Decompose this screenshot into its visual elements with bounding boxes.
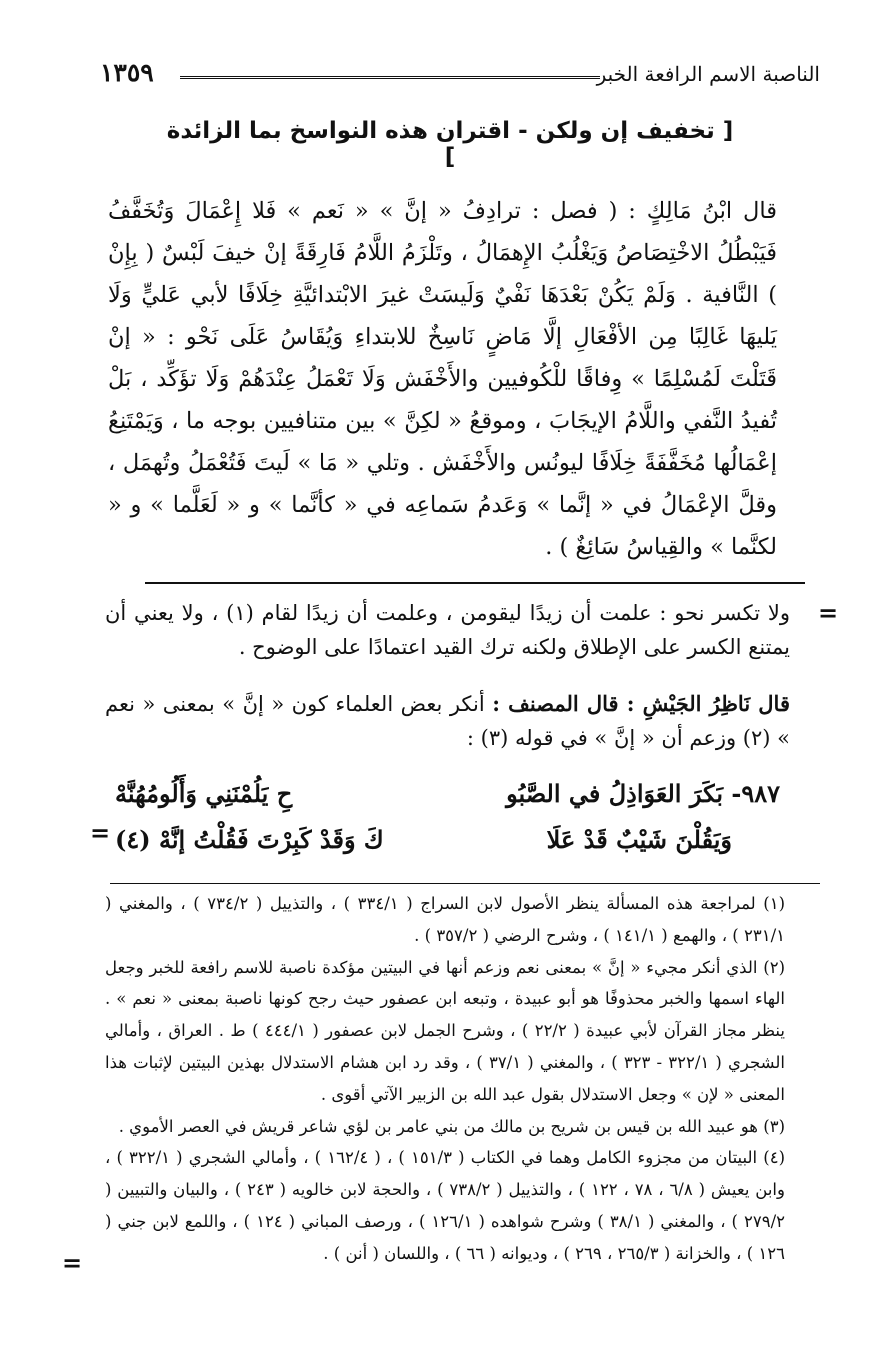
commentary-paragraph-2: أنكر بعض العلماء كون « إنَّ » بمعنى « نعم » (٢) وزعم أن « إنَّ » في قوله (٣) : [105,692,790,750]
verse-right-hemistich: وَيَقُلْنَ شَيْبٌ قَدْ عَلَا [546,824,732,854]
commentary-1 [105,596,790,664]
continuation-mark-middle: = [90,818,111,847]
page-number: ١٣٥٩ [100,58,154,87]
matn-paragraph: قال ابْنُ مَالِكٍ : ( فصل : ترادِفُ « إنَّ » « نَعم » فَلا إِعْمَالَ وَتُخَفَّفُ فَيَبْطُلُ الاخْتِصَاصُ وَيَغْلُبُ الإِهمَالُ ، وتَلْزَمُ اللَّامُ فَارِقَةً إنْ خيفَ لَبْسٌ ( بِإِنْ ) النَّافية . وَلَمْ يَكُنْ بَعْدَهَا نَفْيٌ وَلَيسَتْ غيرَ الابْتدائيَّةِ خِلَافًا لأبي عَليٍّ وَلَا يَليهَا غَالِبًا مِن الأفْعَالِ إلَّا مَاضٍ نَاسِخٌ للابتداءِ وَيُقَاسُ عَلَى نَحْو : « إنْ قَتَلْتَ لَمُسْلِمًا » وِفاقًا للْكُوفيين والأَخْفَش وَلَا تَعْمَلُ عِنْدَهُمْ وَلَا تؤَكِّد ، بَلْ تُفيدُ النَّفي واللَّامُ الإيجَابَ ، وموقعُ « لكِنَّ » بين متنافيين بوجه ما ، وَيَمْتَنِعُ إعْمَالُها مُخَفَّفَةً خِلَافًا ليونُس والأَخْفَش . وتلي « مَا » لَيتَ فَتُعْمَلُ وتُهمَل ، وقلَّ الإعْمَالُ في « إنَّما » وَعَدمُ سَماعِه في « كأنَّما » و « لَعَلَّما » و « لكنَّما » والقِياسُ سَائِغٌ ) . [108,198,777,560]
page-header [100,58,820,98]
footnote-4: (٤) البيتان من مجزوء الكامل وهما في الكتاب ( ١٥١/٣ ) ، ( ١٦٢/٤ ) ، وأمالي الشجري ( ٣٢٢/١ ) ، وابن يعيش ( ٦/٨ ، ٧٨ ، ١٢٢ ) ، والتذييل ( ٧٣٨/٢ ) ، والحجة لابن خالويه ( ٢٤٣ ) ، والبيان والتبيين ( ٢٧٩/٢ ) ، والمغني ( ٣٨/١ ) وشرح شواهده ( ١٢٦/١ ) ، ورصف المباني ( ١٢٤ ) ، واللمع لابن جني ( ١٢٦ ) ، والخزانة ( ٢٦٥/٣ ، ٢٦٩ ) ، وديوانه ( ٦٦ ) ، واللسان ( أنن ) . [105,1148,786,1263]
verse-left-hemistich: حِ يَلُمْنَنِي وَأَلُومُهُنَّهْ [115,778,293,808]
matn-text [108,190,777,568]
verse-line [115,816,780,862]
poem-block [115,770,780,862]
continuation-mark-bottom: = [62,1248,83,1277]
section-title: [ تخفيف إن ولكن - اقتران هذه النواسخ بما الزائدة ] [166,118,734,170]
continuation-mark-top: = [818,598,839,627]
footnote-rule [110,883,820,884]
footnote-2: (٢) الذي أنكر مجيء « إنَّ » بمعنى نعم وزعم أنها في البيتين مؤكدة ناصبة للاسم رافعة للخبر وجعل الهاء اسمها والخبر محذوفًا هو أبو عبيدة ، وتبعه ابن عصفور حيث رجح كونها ناصبة بمعنى « نعم » . ينظر مجاز القرآن لأبي عبيدة ( ٢٢/٢ ) ، وشرح الجمل لابن عصفور ( ٤٤٤/١ ) ط . العراق ، وأمالي الشجري ( ٣٢٢/١ - ٣٢٣ ) ، والمغني ( ٣٧/١ ) ، وقد رد ابن هشام الاستدلال بهذين البيتين لإثبات هذا المعنى « لإن » وجعل الاستدلال بقول عبد الله بن الزبير الآتي أقوى . [105,957,785,1104]
speaker-label: قال نَاظِرُ الجَيْشِ : قال المصنف : [492,691,790,716]
verse-number: ٩٨٧- [731,778,780,808]
verse-right-hemistich: ٩٨٧- بَكَرَ العَوَاذِلُ في الصَّبُو [506,778,780,808]
footnote-1: (١) لمراجعة هذه المسألة ينظر الأصول لابن السراج ( ٣٣٤/١ ) ، والتذييل ( ٧٣٤/٢ ) ، والمغني ( ٢٣١/١ ) ، والهمع ( ١٤١/١ ) ، وشرح الرضي ( ٣٥٧/٢ ) . [105,894,785,945]
running-title: الناصبة الاسم الرافعة الخبر [596,62,820,86]
verse-left-hemistich: كَ وَقَدْ كَبِرْتَ فَقُلْتُ إنَّهْ (٤) [115,824,384,854]
commentary-2 [105,687,790,755]
header-rule [180,76,600,82]
commentary-paragraph: ولا تكسر نحو : علمت أن زيدًا ليقومن ، وعلمت أن زيدًا لقام (١) ، ولا يعني أن يمتنع الكسر على الإطلاق ولكنه ترك القيد اعتمادًا على الوضوح . [105,601,790,659]
footnotes [105,888,785,1270]
footnote-3: (٣) هو عبيد الله بن قيس بن شريح بن مالك من بني عامر بن لؤي شاعر قريش في العصر الأموي . [118,1116,785,1136]
matn-rule [145,582,805,584]
verse-line [115,770,780,816]
